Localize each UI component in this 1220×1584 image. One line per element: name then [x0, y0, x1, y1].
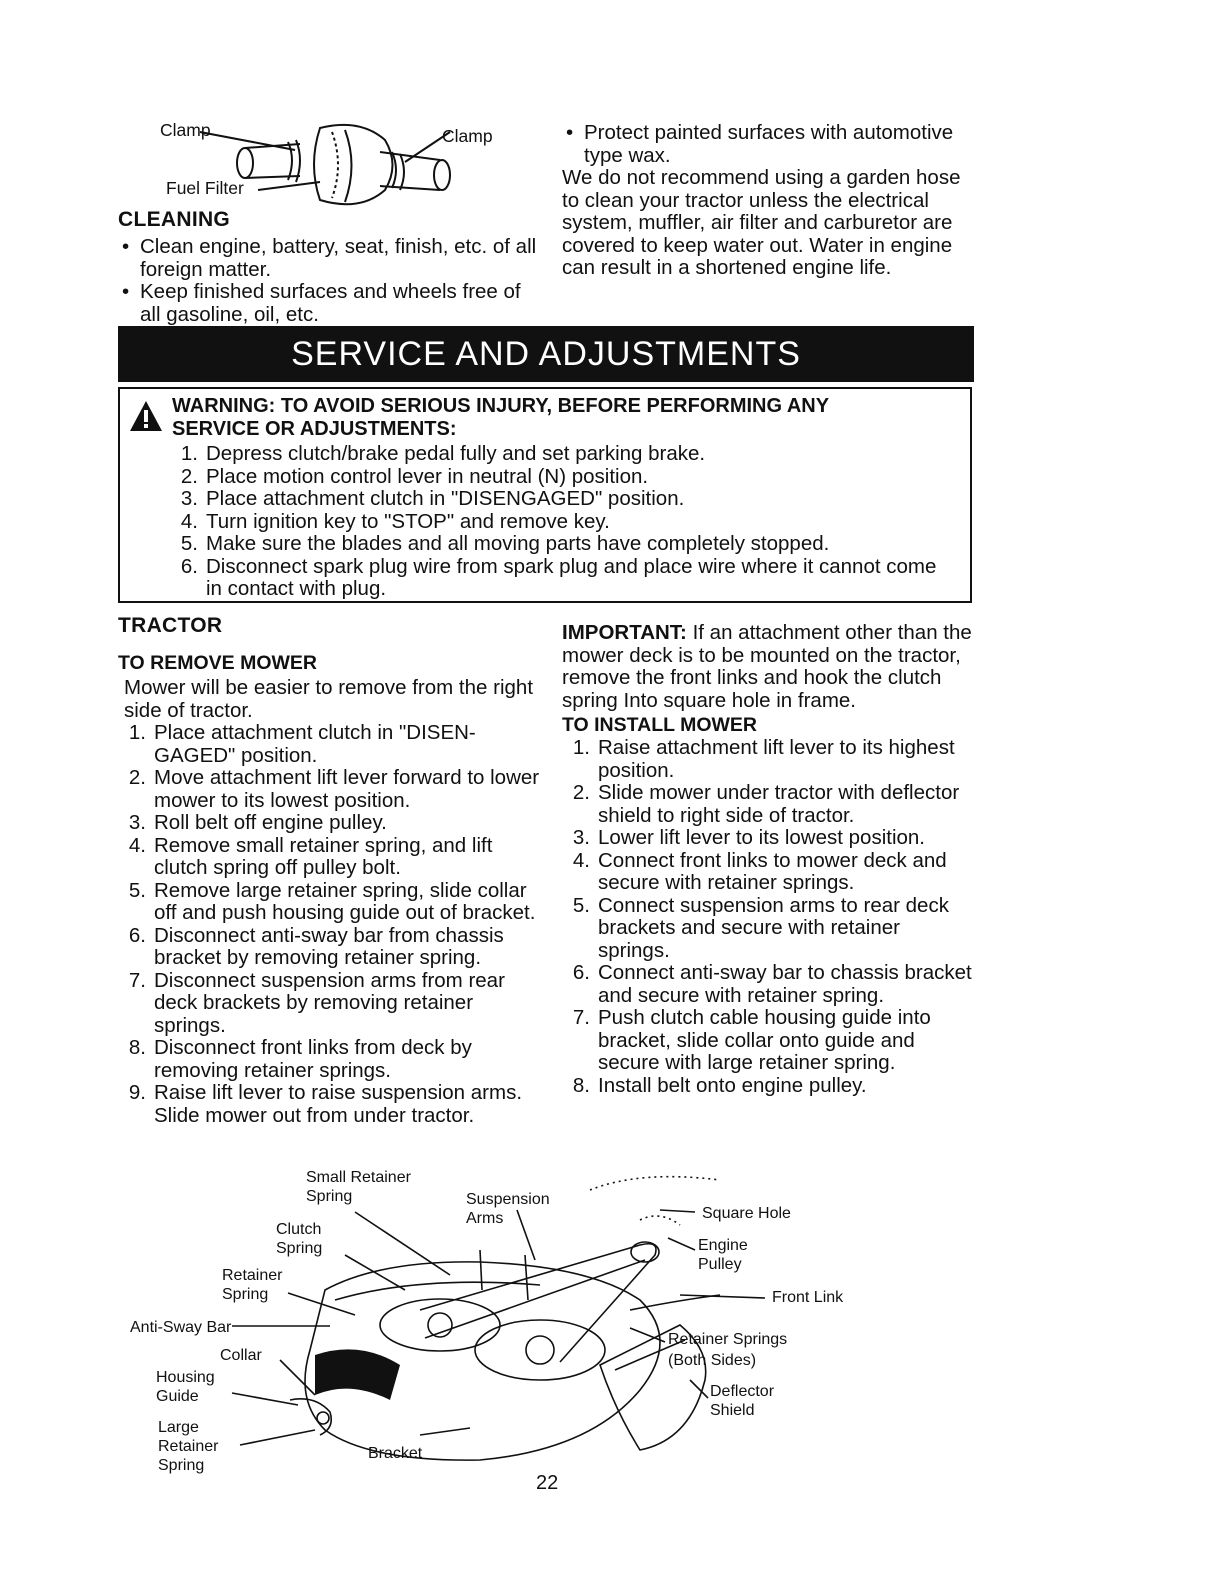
step-text: Connect anti-sway bar to chassis bracket and secure with retainer spring. — [598, 961, 972, 1007]
remove-step — [118, 880, 543, 925]
install-step — [562, 737, 972, 782]
step-text: Slide mower under tractor with deflector shield to right side of tractor. — [598, 781, 960, 827]
install-step — [562, 895, 972, 963]
step-text: Depress clutch/brake pedal fully and set parking brake. — [206, 442, 706, 465]
warning-step — [170, 533, 950, 556]
remove-step — [118, 835, 543, 880]
label-front-link: Front Link — [772, 1289, 844, 1306]
step-text: Remove small retainer spring, and lift clutch spring off pulley bolt. — [154, 833, 493, 879]
protect-bullets — [562, 122, 972, 167]
remove-step — [118, 1082, 539, 1127]
cleaning-bullet: • Keep finished surfaces and wheels free of all gasoline, oil, etc. — [118, 281, 538, 326]
warning-steps — [170, 443, 950, 601]
label-large-retainer-spring: Large Retainer Spring — [158, 1419, 219, 1474]
step-text: Lower lift lever to its lowest position. — [598, 826, 925, 849]
label-retainer-springs: Retainer Springs — [668, 1331, 788, 1348]
step-number: 2. — [572, 781, 590, 804]
install-mower-heading: TO INSTALL MOWER — [562, 714, 757, 736]
label-clamp-left: Clamp — [160, 120, 211, 140]
mower-deck-diagram — [120, 1150, 880, 1480]
label-small-retainer-spring: Small Retainer Spring — [306, 1169, 411, 1205]
step-number: 4. — [572, 848, 590, 872]
fuel-filter-figure — [160, 110, 510, 220]
step-number: 1. — [128, 721, 146, 744]
important-note — [562, 622, 972, 712]
label-clutch-spring: Clutch Spring — [276, 1221, 323, 1257]
step-number: 8. — [128, 1036, 146, 1059]
protect-section — [562, 122, 972, 280]
cleaning-bullet: • Clean engine, battery, seat, finish, etc. of all foreign matter. — [118, 236, 538, 281]
warning-heading-line2: SERVICE OR ADJUSTMENTS: — [172, 418, 457, 440]
install-steps — [562, 737, 972, 1097]
warning-step — [170, 443, 950, 466]
label-square-hole: Square Hole — [702, 1205, 791, 1222]
label-anti-sway-bar: Anti-Sway Bar — [130, 1319, 232, 1336]
important-label: IMPORTANT: — [562, 621, 687, 644]
step-number: 6. — [572, 961, 590, 984]
step-number: 2. — [128, 766, 146, 789]
label-collar: Collar — [220, 1347, 262, 1364]
install-step — [562, 782, 972, 827]
step-number: 5. — [572, 893, 590, 917]
label-deflector-shield: Deflector Shield — [710, 1383, 775, 1419]
step-number: 1. — [572, 736, 590, 759]
step-text: Disconnect suspension arms from rear deck brackets by removing retainer springs. — [154, 968, 505, 1037]
step-number: 9. — [128, 1081, 146, 1104]
step-text: Turn ignition key to "STOP" and remove key. — [206, 509, 610, 533]
install-step — [562, 1007, 972, 1075]
remove-step — [118, 970, 543, 1038]
install-step — [562, 850, 972, 895]
step-text: Raise attachment lift lever to its highest position. — [598, 736, 955, 782]
step-number: 7. — [572, 1006, 590, 1029]
label-suspension-arms: Suspension Arms — [466, 1191, 550, 1227]
label-both-sides: (Both Sides) — [668, 1352, 757, 1369]
label-clamp-right: Clamp — [442, 126, 493, 146]
step-text: Install belt onto engine pulley. — [598, 1073, 867, 1097]
step-text: Place attachment clutch in "DISEN-GAGED" position. — [154, 721, 476, 767]
install-section — [562, 622, 972, 1097]
cleaning-section — [118, 208, 538, 326]
label-engine-pulley: Engine Pulley — [698, 1237, 748, 1273]
tractor-heading: TRACTOR — [118, 614, 223, 637]
step-number: 2. — [180, 464, 198, 488]
step-text: Disconnect anti-sway bar from chassis bracket by removing retainer spring. — [154, 923, 504, 969]
page-number: 22 — [536, 1472, 559, 1494]
label-fuel-filter: Fuel Filter — [166, 178, 244, 198]
step-number: 4. — [180, 509, 198, 533]
warning-box — [118, 387, 972, 603]
warning-step — [170, 466, 950, 489]
warning-step — [170, 488, 950, 511]
cleaning-heading: CLEANING — [118, 208, 231, 231]
remove-step — [118, 812, 543, 835]
label-retainer-spring: Retainer Spring — [222, 1267, 283, 1303]
step-text: Move attachment lift lever forward to lower mower to its lowest position. — [154, 766, 540, 812]
tractor-section — [118, 614, 543, 1127]
service-adjustments-banner — [118, 326, 974, 382]
remove-step — [118, 925, 543, 970]
label-housing-guide: Housing Guide — [156, 1369, 215, 1405]
remove-step — [118, 1037, 543, 1082]
step-text: Place motion control lever in neutral (N) position. — [206, 464, 649, 488]
remove-intro: Mower will be easier to remove from the right side of tractor. — [124, 676, 534, 722]
step-text: Connect suspension arms to rear deck brackets and secure with retainer springs. — [598, 893, 949, 962]
step-text: Make sure the blades and all moving parts have completely stopped. — [206, 532, 830, 555]
protect-bullet: • Protect painted surfaces with automotive type wax. — [562, 122, 972, 167]
step-number: 6. — [128, 923, 146, 947]
label-bracket: Bracket — [368, 1445, 423, 1462]
remove-steps — [118, 722, 543, 1127]
hose-paragraph: We do not recommend using a garden hose to clean your tractor unless the electrical system, muffler, air filter and carburetor are covered to keep water out. Water in engine can result in a shortened engine life. — [562, 166, 961, 279]
step-number: 3. — [180, 487, 198, 510]
step-text: Raise lift lever to raise suspension arms. Slide mower out from under tractor. — [154, 1081, 523, 1127]
warning-triangle-icon — [128, 399, 164, 433]
remove-step — [118, 767, 543, 812]
step-number: 1. — [180, 442, 198, 465]
step-text: Connect front links to mower deck and secure with retainer springs. — [598, 848, 947, 894]
step-text: Disconnect front links from deck by removing retainer springs. — [154, 1036, 472, 1082]
remove-step — [118, 722, 543, 767]
step-number: 5. — [180, 532, 198, 555]
cleaning-bullets — [118, 236, 538, 326]
install-step — [562, 827, 972, 850]
step-text: Remove large retainer spring, slide collar off and push housing guide out of bracket. — [154, 878, 536, 924]
step-number: 7. — [128, 968, 146, 992]
step-text: Push clutch cable housing guide into bracket, slide collar onto guide and secure with large retainer spring. — [598, 1006, 931, 1074]
step-text: Place attachment clutch in "DISENGAGED" position. — [206, 487, 685, 510]
install-step — [562, 1075, 972, 1098]
step-number: 6. — [180, 554, 198, 578]
step-text: Roll belt off engine pulley. — [154, 811, 387, 834]
step-text: Disconnect spark plug wire from spark plug and place wire where it cannot come in contact with plug. — [206, 554, 937, 600]
warning-step — [170, 511, 950, 534]
warning-heading-line1: WARNING: TO AVOID SERIOUS INJURY, BEFORE PERFORMING ANY — [172, 395, 830, 417]
banner-title: SERVICE AND ADJUSTMENTS — [291, 334, 801, 373]
step-number: 4. — [128, 833, 146, 857]
warning-step — [170, 556, 950, 601]
step-number: 5. — [128, 878, 146, 902]
step-number: 8. — [572, 1073, 590, 1097]
important-text: If an attachment other than the mower deck is to be mounted on the tractor, remove the front links and hook the clutch spring Into square hole in frame. — [562, 621, 972, 712]
install-step — [562, 962, 972, 1007]
step-number: 3. — [572, 826, 590, 849]
step-number: 3. — [128, 811, 146, 834]
remove-mower-heading: TO REMOVE MOWER — [118, 652, 317, 674]
